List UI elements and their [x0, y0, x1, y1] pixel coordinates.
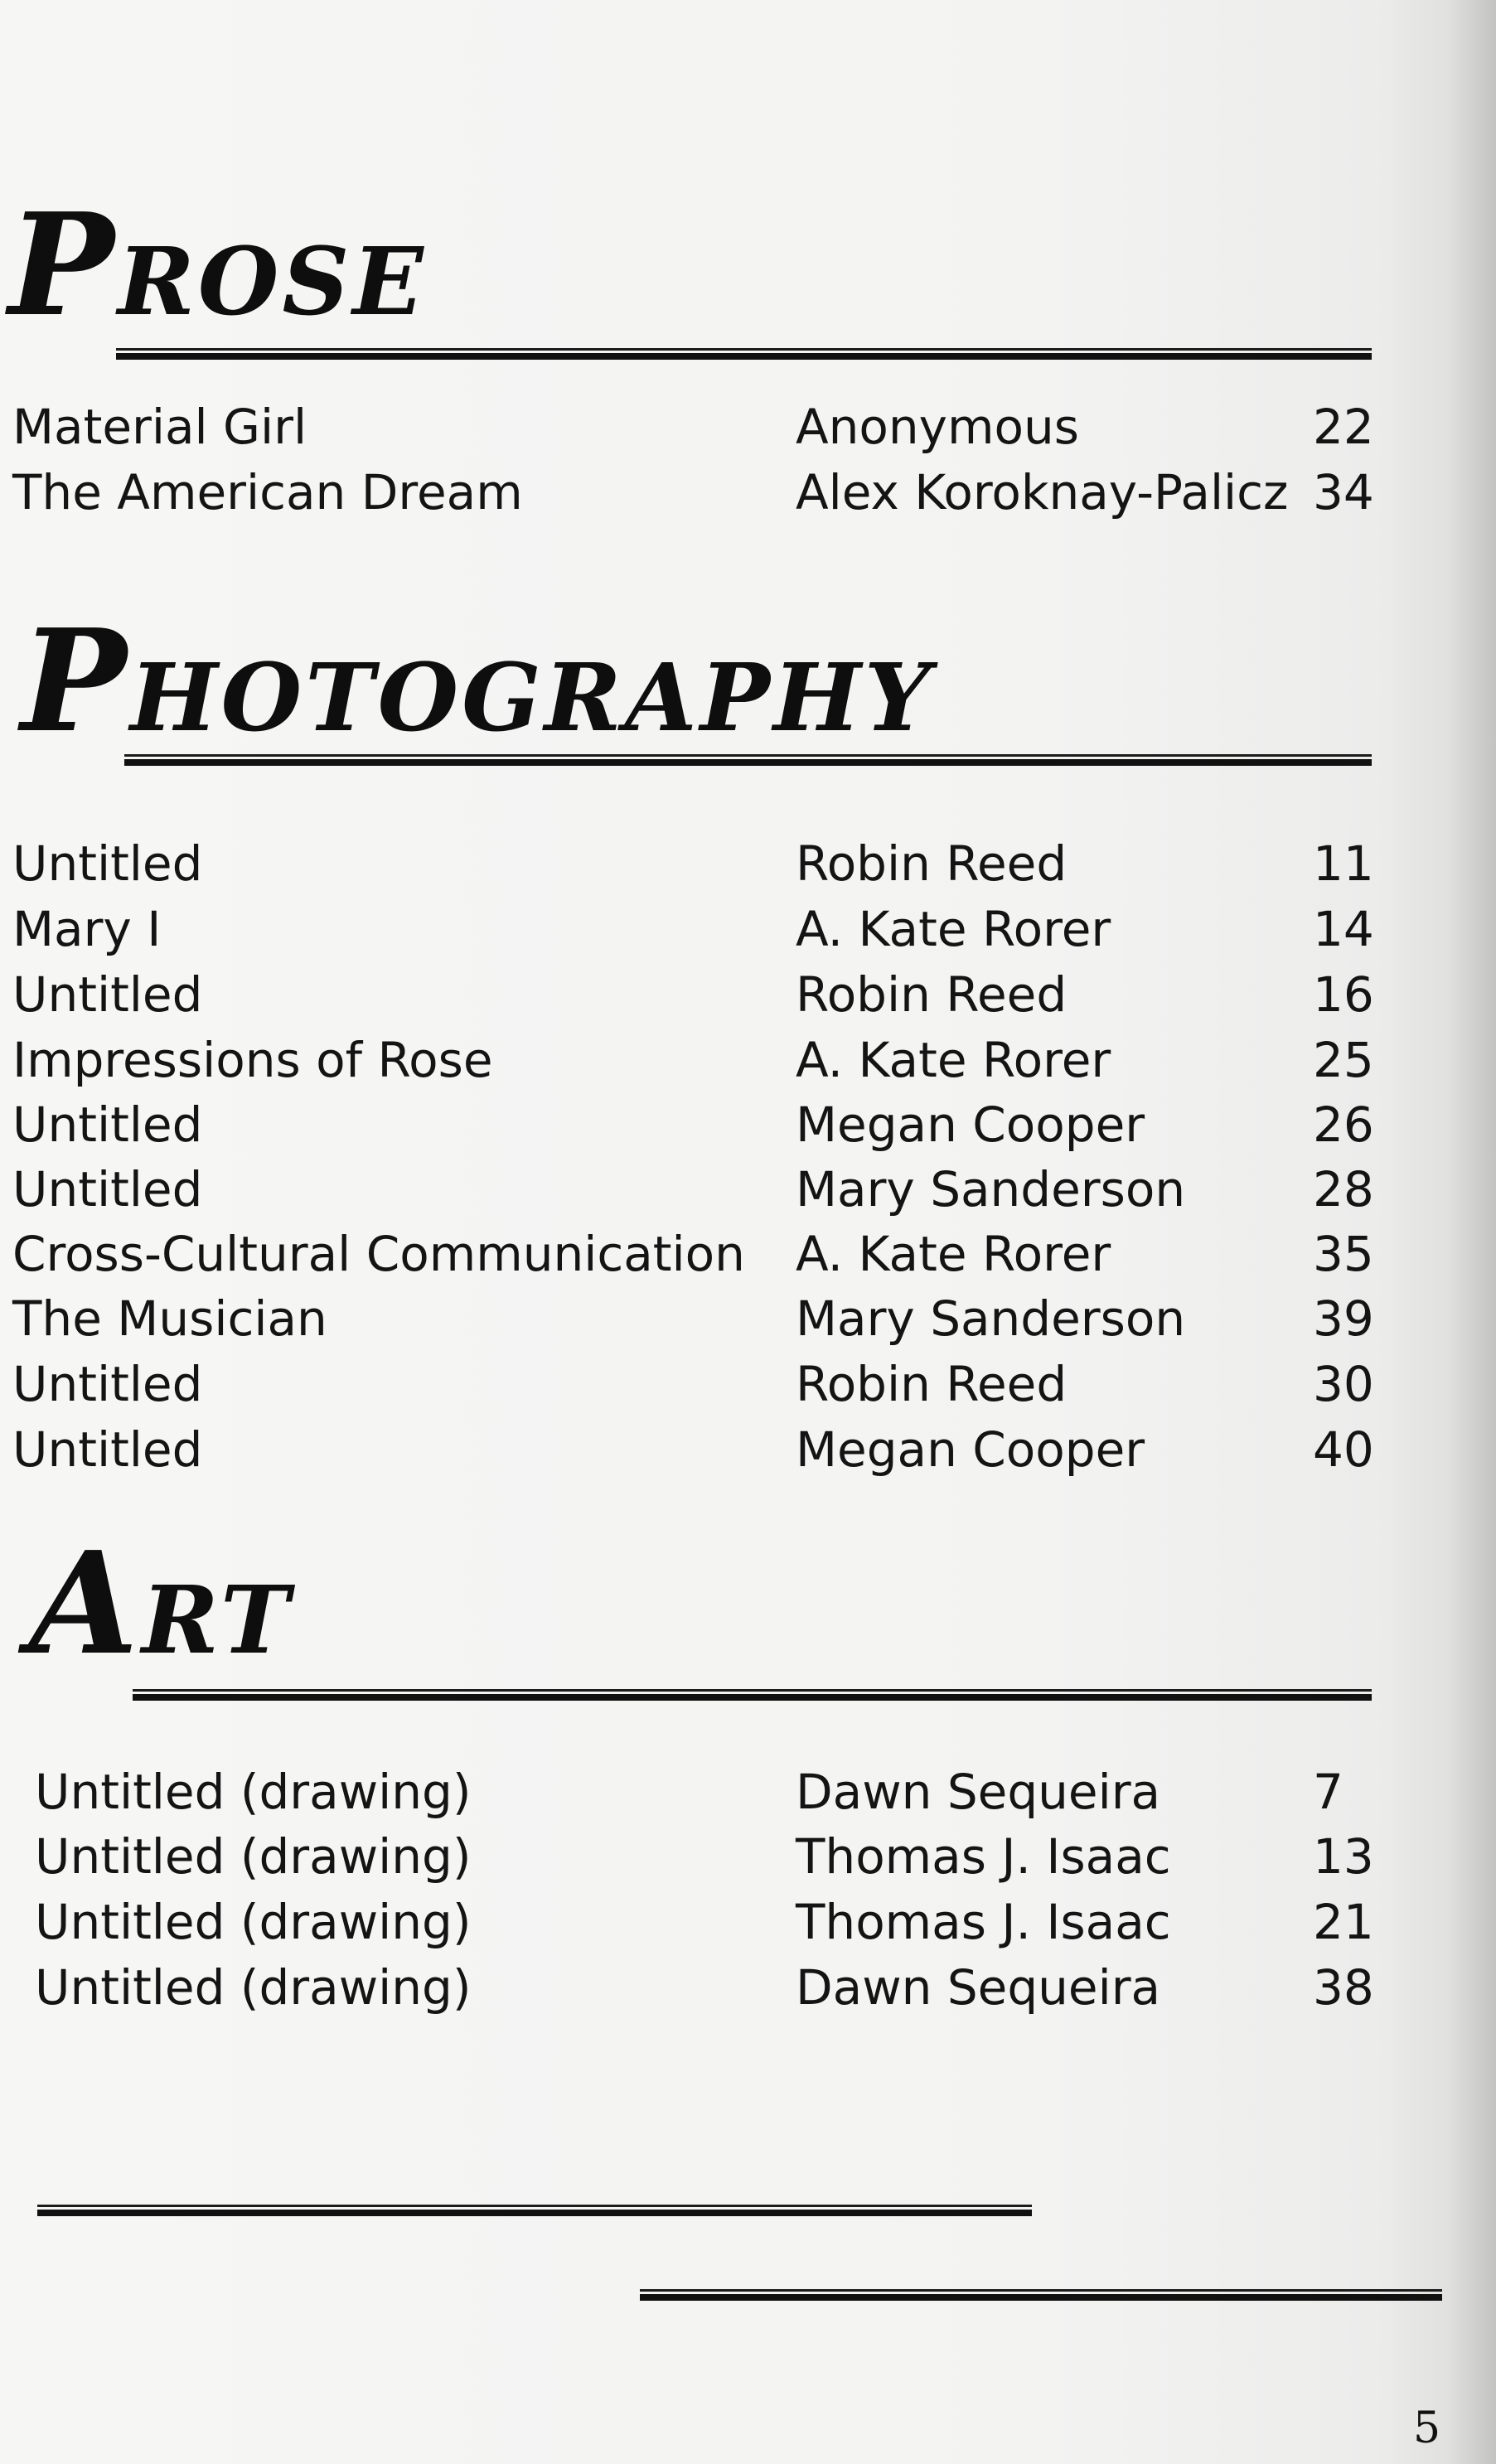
- entry-page: 35: [1313, 1226, 1374, 1282]
- entry-author: Robin Reed: [796, 835, 1068, 892]
- toc-row: [0, 1890, 1496, 1954]
- entry-page: 16: [1313, 966, 1374, 1023]
- section-rule: [133, 1689, 1372, 1701]
- entry-title: Mary I: [12, 901, 162, 957]
- heading-rest: ROSE: [117, 228, 427, 336]
- page-number: 5: [1413, 2403, 1441, 2453]
- entry-author: A. Kate Rorer: [796, 901, 1111, 957]
- entry-author: Mary Sanderson: [796, 1290, 1186, 1347]
- toc-row: [0, 962, 1496, 1027]
- entry-title: Untitled (drawing): [35, 1894, 472, 1950]
- entry-title: Untitled (drawing): [35, 1828, 472, 1885]
- toc-row: [0, 1157, 1496, 1222]
- entry-page: 13: [1313, 1828, 1374, 1885]
- entry-author: Alex Koroknay-Palicz: [796, 464, 1289, 520]
- heading-initial: A: [29, 1521, 142, 1687]
- entry-page: 25: [1313, 1032, 1374, 1088]
- entry-author: Robin Reed: [796, 1356, 1068, 1412]
- entry-title: Cross-Cultural Communication: [12, 1226, 745, 1282]
- toc-row: [0, 395, 1496, 459]
- entry-author: A. Kate Rorer: [796, 1226, 1111, 1282]
- entry-title: Untitled: [12, 1356, 203, 1412]
- entry-page: 30: [1313, 1356, 1374, 1412]
- entry-page: 7: [1313, 1764, 1343, 1820]
- toc-row: [0, 1092, 1496, 1157]
- entry-title: The Musician: [12, 1290, 327, 1347]
- entry-title: The American Dream: [12, 464, 523, 520]
- heading-rest: HOTOGRAPHY: [129, 644, 934, 753]
- toc-row: [0, 1417, 1496, 1482]
- section-heading-prose: [8, 182, 427, 348]
- entry-title: Untitled: [12, 966, 203, 1023]
- section-rule: [124, 754, 1372, 766]
- toc-row: [0, 1222, 1496, 1286]
- entry-page: 14: [1313, 901, 1374, 957]
- section-rule: [116, 348, 1372, 360]
- entry-page: 28: [1313, 1161, 1374, 1217]
- entry-page: 21: [1313, 1894, 1374, 1950]
- toc-row: [0, 1824, 1496, 1889]
- entry-author: Megan Cooper: [796, 1096, 1145, 1153]
- entry-title: Untitled: [12, 1421, 203, 1478]
- entry-author: Dawn Sequeira: [796, 1764, 1161, 1820]
- entry-title: Untitled: [12, 1096, 203, 1153]
- toc-row: [0, 1286, 1496, 1351]
- toc-row: [0, 897, 1496, 961]
- toc-row: [0, 831, 1496, 896]
- closing-rule-right: [640, 2289, 1442, 2301]
- entry-author: A. Kate Rorer: [796, 1032, 1111, 1088]
- toc-row: [0, 1760, 1496, 1824]
- heading-rest: RT: [141, 1566, 293, 1675]
- entry-author: Robin Reed: [796, 966, 1068, 1023]
- entry-page: 11: [1313, 835, 1374, 892]
- entry-author: Megan Cooper: [796, 1421, 1145, 1478]
- toc-row: [0, 1028, 1496, 1092]
- entry-author: Dawn Sequeira: [796, 1959, 1161, 2016]
- toc-row: [0, 1955, 1496, 2020]
- section-heading-photography: [21, 598, 934, 764]
- entry-page: 40: [1313, 1421, 1374, 1478]
- entry-author: Anonymous: [796, 399, 1079, 455]
- entry-page: 22: [1313, 399, 1374, 455]
- toc-row: [0, 1352, 1496, 1416]
- heading-initial: P: [21, 598, 130, 764]
- heading-initial: P: [8, 182, 118, 348]
- entry-title: Untitled (drawing): [35, 1764, 472, 1820]
- entry-title: Untitled (drawing): [35, 1959, 472, 2016]
- entry-page: 34: [1313, 464, 1374, 520]
- section-heading-art: [29, 1521, 293, 1687]
- entry-title: Untitled: [12, 835, 203, 892]
- entry-title: Impressions of Rose: [12, 1032, 493, 1088]
- entry-page: 38: [1313, 1959, 1374, 2016]
- entry-author: Thomas J. Isaac: [796, 1894, 1171, 1950]
- entry-title: Material Girl: [12, 399, 307, 455]
- entry-page: 39: [1313, 1290, 1374, 1347]
- entry-author: Thomas J. Isaac: [796, 1828, 1171, 1885]
- entry-title: Untitled: [12, 1161, 203, 1217]
- closing-rule-left: [37, 2205, 1032, 2216]
- entry-author: Mary Sanderson: [796, 1161, 1186, 1217]
- toc-row: [0, 460, 1496, 525]
- entry-page: 26: [1313, 1096, 1374, 1153]
